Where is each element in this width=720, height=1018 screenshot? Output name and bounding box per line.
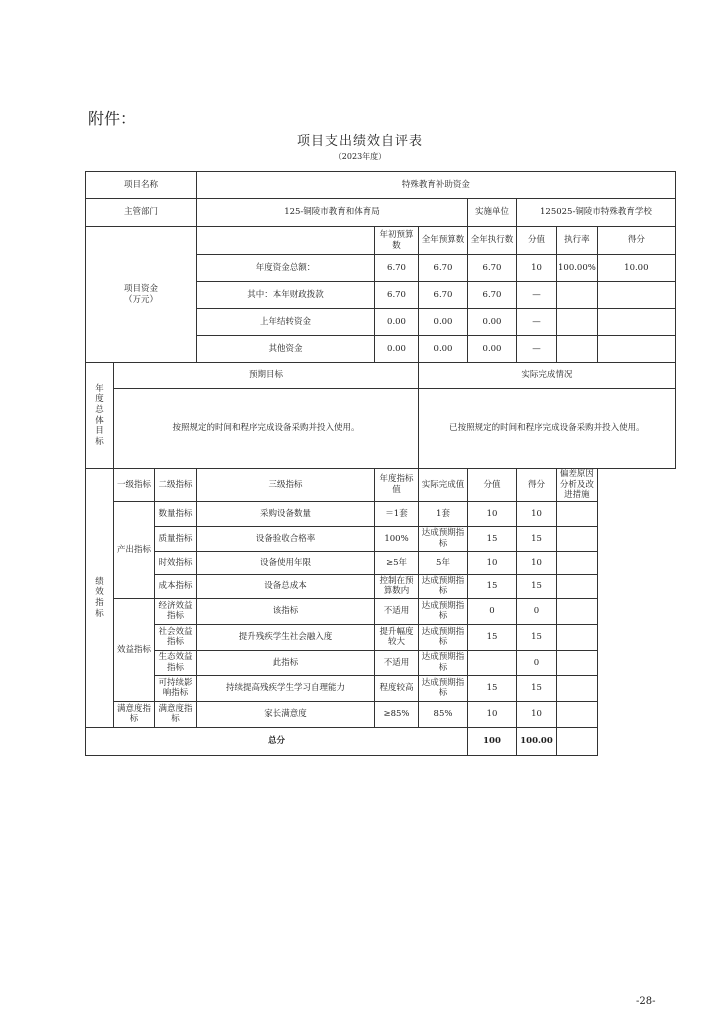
- actual-cell: 85%: [419, 701, 468, 727]
- target-cell: ≥5年: [375, 551, 419, 574]
- funds-budget-full: 0.00: [419, 336, 468, 363]
- level3-cell: 此指标: [197, 650, 375, 675]
- dept-label: 主管部门: [86, 199, 197, 227]
- level3-cell: 提升残疾学生社会融入度: [197, 624, 375, 650]
- actual-cell: 达成预期指标: [419, 675, 468, 701]
- group-output-label: 产出指标: [114, 501, 155, 598]
- score-cell: 0: [517, 650, 557, 675]
- funds-executed: 0.00: [468, 336, 517, 363]
- document-subtitle: （2023年度）: [333, 152, 387, 161]
- funds-rate: [557, 309, 598, 336]
- level3-cell: 设备总成本: [197, 574, 375, 598]
- level2-cell: 时效指标: [155, 551, 197, 574]
- funds-weight: —: [517, 282, 557, 309]
- attachment-label: 附件：: [88, 109, 137, 128]
- funds-score: [597, 282, 675, 309]
- weight-cell: 0: [468, 598, 517, 624]
- document-title: 项目支出绩效自评表: [296, 134, 423, 149]
- actual-goal-text: 已按照规定的时间和程序完成设备采购并投入使用。: [419, 389, 676, 469]
- target-cell: 提升幅度较大: [375, 624, 419, 650]
- header-budget-full: 全年预算数: [419, 227, 468, 255]
- funds-row-label: 其中：本年财政拨款: [197, 282, 375, 309]
- weight-cell: 15: [468, 526, 517, 551]
- funds-budget-start: 0.00: [375, 336, 419, 363]
- total-label: 总分: [86, 727, 468, 755]
- target-cell: ＝1套: [375, 501, 419, 526]
- header-budget-start: 年初预算数: [375, 227, 419, 255]
- funds-budget-start: 0.00: [375, 309, 419, 336]
- indicator-row: [86, 551, 676, 574]
- level3-cell: 设备验收合格率: [197, 526, 375, 551]
- header-level1: 一级指标: [114, 469, 155, 502]
- level3-cell: 采购设备数量: [197, 501, 375, 526]
- funds-budget-start: 6.70: [375, 282, 419, 309]
- score-cell: 0: [517, 598, 557, 624]
- project-name-value: 特殊教育补助资金: [197, 172, 676, 199]
- group-benefit-label: 效益指标: [114, 598, 155, 701]
- goals-side-label: 年 度 总 体 目 标: [86, 363, 114, 469]
- funds-executed: 0.00: [468, 309, 517, 336]
- indicator-row: [86, 598, 676, 624]
- funds-row-label: 年度资金总额：: [197, 255, 375, 282]
- score-cell: 15: [517, 675, 557, 701]
- dept-value: 125-铜陵市教育和体育局: [197, 199, 468, 227]
- header-actual: 实际完成值: [419, 469, 468, 502]
- funds-executed: 6.70: [468, 255, 517, 282]
- header-level3: 三级指标: [197, 469, 375, 502]
- level2-cell: 成本指标: [155, 574, 197, 598]
- actual-cell: 达成预期指标: [419, 650, 468, 675]
- funds-row-label: 上年结转资金: [197, 309, 375, 336]
- header-exec-rate: 执行率: [557, 227, 598, 255]
- funds-budget-full: 0.00: [419, 309, 468, 336]
- actual-cell: 达成预期指标: [419, 574, 468, 598]
- score-cell: 15: [517, 574, 557, 598]
- header-score: 得分: [597, 227, 675, 255]
- level3-cell: 设备使用年限: [197, 551, 375, 574]
- deviation-cell: [557, 675, 598, 701]
- level2-cell: 社会效益指标: [155, 624, 197, 650]
- header-deviation: 偏差原因分析及改进措施: [557, 469, 598, 502]
- actual-cell: 1套: [419, 501, 468, 526]
- indicator-row: [86, 501, 676, 526]
- actual-cell: 达成预期指标: [419, 624, 468, 650]
- funds-budget-start: 6.70: [375, 255, 419, 282]
- level3-cell: 家长满意度: [197, 701, 375, 727]
- funds-rate: [557, 282, 598, 309]
- weight-cell: 15: [468, 574, 517, 598]
- total-deviation: [557, 727, 598, 755]
- level2-cell: 数量指标: [155, 501, 197, 526]
- unit-label: 实施单位: [468, 199, 517, 227]
- deviation-cell: [557, 701, 598, 727]
- indicator-row: [86, 574, 676, 598]
- project-name-label: 项目名称: [86, 172, 197, 199]
- actual-cell: 5年: [419, 551, 468, 574]
- funds-weight: —: [517, 336, 557, 363]
- target-cell: 100%: [375, 526, 419, 551]
- target-cell: 程度较高: [375, 675, 419, 701]
- header-executed: 全年执行数: [468, 227, 517, 255]
- score-cell: 10: [517, 501, 557, 526]
- total-score: 100.00: [517, 727, 557, 755]
- weight-cell: 15: [468, 624, 517, 650]
- weight-cell: 15: [468, 675, 517, 701]
- score-cell: 15: [517, 624, 557, 650]
- expected-goal-text: 按照规定的时间和程序完成设备采购并投入使用。: [114, 389, 419, 469]
- level2-cell: 满意度指标: [155, 701, 197, 727]
- indicator-row: [86, 526, 676, 551]
- deviation-cell: [557, 526, 598, 551]
- funds-weight: 10: [517, 255, 557, 282]
- target-cell: 不适用: [375, 650, 419, 675]
- score-cell: 10: [517, 701, 557, 727]
- indicators-side-label: 绩 效 指 标: [86, 469, 114, 728]
- funds-weight: —: [517, 309, 557, 336]
- funds-header-blank: [197, 227, 375, 255]
- funds-score: 10.00: [597, 255, 675, 282]
- funds-executed: 6.70: [468, 282, 517, 309]
- funds-row-label: 其他资金: [197, 336, 375, 363]
- actual-cell: 达成预期指标: [419, 526, 468, 551]
- indicator-row: [86, 701, 676, 727]
- level2-cell: 质量指标: [155, 526, 197, 551]
- target-cell: 控制在预算数内: [375, 574, 419, 598]
- deviation-cell: [557, 501, 598, 526]
- deviation-cell: [557, 574, 598, 598]
- weight-cell: [468, 650, 517, 675]
- funds-budget-full: 6.70: [419, 255, 468, 282]
- deviation-cell: [557, 624, 598, 650]
- header-ind-weight: 分值: [468, 469, 517, 502]
- actual-cell: 达成预期指标: [419, 598, 468, 624]
- target-cell: 不适用: [375, 598, 419, 624]
- page-number: -28-: [636, 996, 656, 1007]
- funds-score: [597, 309, 675, 336]
- deviation-cell: [557, 598, 598, 624]
- header-level2: 二级指标: [155, 469, 197, 502]
- expected-goal-header: 预期目标: [114, 363, 419, 389]
- score-cell: 10: [517, 551, 557, 574]
- indicator-row: [86, 675, 676, 701]
- funds-rate: [557, 336, 598, 363]
- group-satisfaction-label: 满意度指标: [114, 701, 155, 727]
- indicator-row: [86, 624, 676, 650]
- level2-cell: 经济效益指标: [155, 598, 197, 624]
- evaluation-table: [85, 171, 676, 756]
- funds-rate: 100.00%: [557, 255, 598, 282]
- actual-goal-header: 实际完成情况: [419, 363, 676, 389]
- level2-cell: 生态效益指标: [155, 650, 197, 675]
- weight-cell: 10: [468, 551, 517, 574]
- unit-value: 125025-铜陵市特殊教育学校: [517, 199, 676, 227]
- header-target: 年度指标值: [375, 469, 419, 502]
- deviation-cell: [557, 650, 598, 675]
- level3-cell: 持续提高残疾学生学习自理能力: [197, 675, 375, 701]
- header-ind-score: 得分: [517, 469, 557, 502]
- header-weight: 分值: [517, 227, 557, 255]
- weight-cell: 10: [468, 501, 517, 526]
- indicator-row: [86, 650, 676, 675]
- funds-score: [597, 336, 675, 363]
- level3-cell: 该指标: [197, 598, 375, 624]
- weight-cell: 10: [468, 701, 517, 727]
- total-weight: 100: [468, 727, 517, 755]
- target-cell: ≥85%: [375, 701, 419, 727]
- level2-cell: 可持续影响指标: [155, 675, 197, 701]
- funds-budget-full: 6.70: [419, 282, 468, 309]
- funds-label: 项目资金 （万元）: [86, 227, 197, 363]
- deviation-cell: [557, 551, 598, 574]
- score-cell: 15: [517, 526, 557, 551]
